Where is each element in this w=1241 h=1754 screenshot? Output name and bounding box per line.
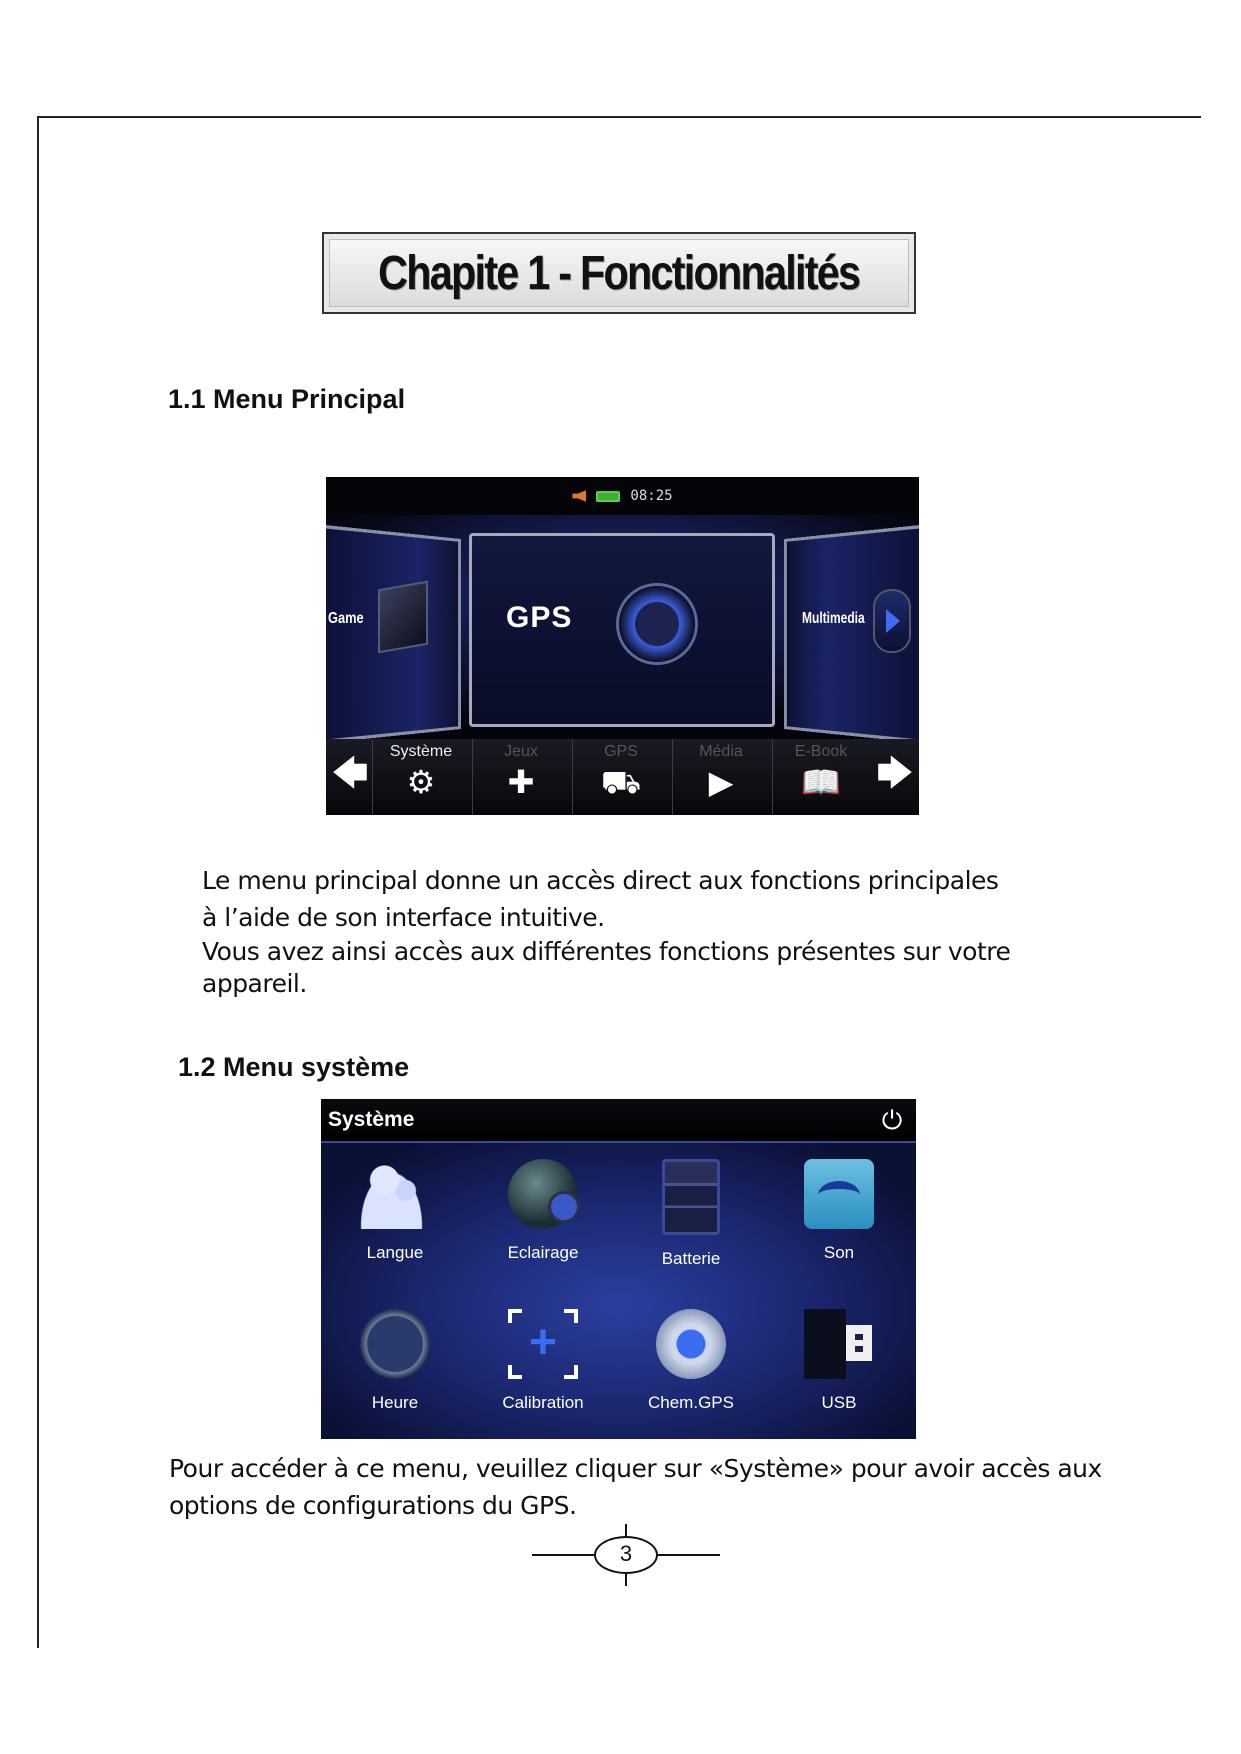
gears-icon: ⚙: [406, 764, 436, 800]
car-icon: ⛟: [600, 764, 642, 800]
menu-item-label: Média: [699, 743, 743, 760]
main-menu-screenshot: [326, 477, 919, 815]
globe-icon: [656, 1309, 726, 1379]
system-item-eclairage[interactable]: [469, 1159, 617, 1263]
page-number-tick-bottom: [625, 1572, 627, 1586]
card-label-multimedia: Multimedia: [802, 610, 865, 627]
book-icon: 📖: [801, 764, 841, 800]
paragraph-line: Vous avez ainsi accès aux différentes fonctions présentes sur votre: [202, 937, 1011, 966]
battery-icon: [662, 1159, 720, 1235]
usb-icon: [804, 1309, 874, 1379]
clock-icon: [360, 1309, 430, 1379]
system-item-label: USB: [821, 1393, 857, 1412]
system-title: Système: [328, 1108, 415, 1131]
bottom-menu-bar: [326, 739, 919, 815]
paragraph-line: Pour accéder à ce menu, veuillez cliquer sur «Système» pour avoir accès aux: [169, 1454, 1102, 1483]
system-header: [321, 1099, 916, 1143]
gamepad-icon: ✚: [507, 764, 535, 800]
arrow-right-icon[interactable]: 🡆: [876, 751, 914, 793]
play-icon: ▶: [708, 764, 734, 800]
paragraph-line: options de configurations du GPS.: [169, 1491, 577, 1520]
speaker-icon: [572, 490, 586, 502]
system-item-label: Calibration: [502, 1393, 584, 1412]
calibration-crosshair-icon: [508, 1309, 578, 1379]
carousel-next-arrow-icon[interactable]: [873, 589, 911, 653]
system-item-usb[interactable]: [765, 1309, 913, 1413]
page-number-line-right: [656, 1554, 720, 1556]
system-item-calibration[interactable]: [469, 1309, 617, 1413]
card-label-gps: GPS: [506, 601, 573, 634]
arrow-left-icon[interactable]: 🡄: [331, 751, 369, 793]
volume-icon: [804, 1159, 874, 1229]
menu-item-media[interactable]: [672, 739, 769, 815]
system-grid: [321, 1143, 916, 1439]
chapter-title: Chapite 1 - Fonctionnalités: [378, 246, 860, 300]
page-number-line-left: [532, 1554, 596, 1556]
brightness-icon: [508, 1159, 578, 1229]
card-label-game: Game: [328, 610, 364, 627]
system-item-label: Chem.GPS: [648, 1393, 734, 1412]
navigation-dial-icon: [616, 583, 698, 665]
menu-item-gps[interactable]: [572, 739, 669, 815]
power-icon[interactable]: ⏻: [881, 1105, 903, 1135]
paragraph-menu-systeme: [169, 1450, 1102, 1524]
paragraph-line: à l’aide de son interface intuitive.: [202, 903, 605, 932]
chapter-title-box: [322, 232, 916, 314]
menu-item-label: GPS: [604, 743, 638, 760]
section-title-menu-principal: 1.1 Menu Principal: [168, 384, 406, 414]
system-item-son[interactable]: [765, 1159, 913, 1263]
page-frame-top: [37, 116, 1201, 118]
paragraph-line: Le menu principal donne un accès direct aux fonctions principales: [202, 866, 999, 895]
users-icon: [360, 1159, 430, 1229]
menu-item-ebook[interactable]: [772, 739, 869, 815]
system-item-label: Batterie: [661, 1249, 721, 1268]
dice-cube-icon: [378, 581, 428, 654]
menu-item-label: Système: [389, 743, 453, 760]
system-item-label: Son: [823, 1243, 855, 1262]
system-item-label: Langue: [366, 1243, 424, 1262]
status-bar: [326, 477, 919, 515]
system-item-label: Heure: [371, 1393, 419, 1412]
system-item-batterie[interactable]: [617, 1159, 765, 1269]
menu-item-label: Jeux: [504, 743, 538, 760]
system-item-langue[interactable]: [321, 1159, 469, 1263]
page-frame-left: [37, 116, 39, 1648]
system-item-chem-gps[interactable]: [617, 1309, 765, 1413]
battery-icon: [596, 491, 620, 502]
clock-time: 08:25: [630, 488, 673, 504]
system-menu-screenshot: [321, 1099, 916, 1439]
paragraph-line: appareil.: [202, 969, 307, 998]
section-title-menu-systeme: 1.2 Menu système: [178, 1052, 410, 1082]
system-item-label: Eclairage: [507, 1243, 579, 1262]
menu-item-label: E-Book: [794, 743, 848, 760]
system-item-heure[interactable]: [321, 1309, 469, 1413]
menu-item-systeme[interactable]: [372, 739, 469, 815]
menu-item-jeux[interactable]: [472, 739, 569, 815]
page-number: 3: [594, 1536, 658, 1574]
paragraph-menu-principal: [202, 862, 1010, 1000]
